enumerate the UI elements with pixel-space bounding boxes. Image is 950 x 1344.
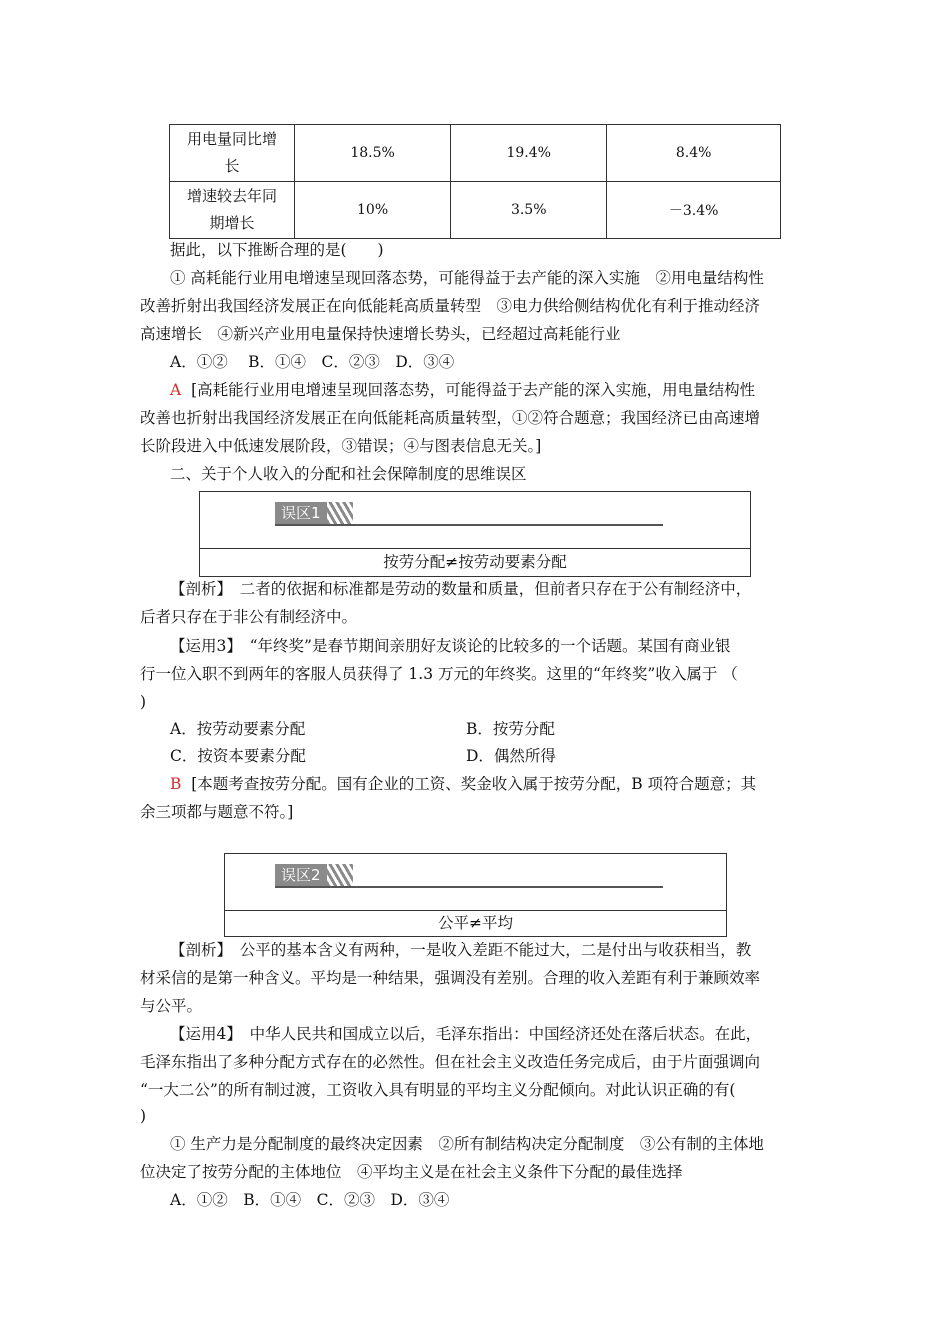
table-row — [170, 125, 781, 182]
misconception-statement: 公平≠平均 — [438, 914, 513, 932]
explanation-line: 改善也折射出我国经济发展正在向低能耗高质量转型，①②符合题意；我国经济已由高速增 — [140, 409, 761, 427]
misconception-box-1 — [199, 491, 751, 577]
analysis-line: 【剖析】 二者的依据和标准都是劳动的数量和质量，但前者只存在于公有制经济中， — [170, 580, 752, 598]
analysis-line: 材采信的是第一种含义。平均是一种结果，强调没有差别。合理的收入差距有利于兼顾效率 — [140, 969, 761, 987]
explanation-line: 余三项都与题意不符。] — [140, 803, 294, 821]
electricity-table — [169, 124, 781, 239]
zone-tag-2: 误区2 — [275, 864, 353, 886]
application-line: ) — [140, 1107, 147, 1125]
section-title: 二、关于个人收入的分配和社会保障制度的思维误区 — [170, 465, 527, 483]
statement-line: 改善折射出我国经济发展正在向低能耗高质量转型 ③电力供给侧结构优化有利于推动经济 — [140, 297, 761, 315]
analysis-line: 【剖析】 公平的基本含义有两种，一是收入差距不能过大，二是付出与收获相当，教 — [170, 941, 752, 959]
stripe-decoration — [327, 502, 353, 524]
table-cell: 19.4% — [451, 125, 607, 182]
table-cell: 18.5% — [295, 125, 451, 182]
answer-letter: A — [170, 381, 182, 399]
question-stem: 据此，以下推断合理的是( ) — [170, 241, 384, 259]
option-b: B．按劳分配 — [466, 720, 555, 738]
application-line: “一大二公”的所有制过渡，工资收入具有明显的平均主义分配倾向。对此认识正确的有( — [140, 1081, 736, 1099]
row-label: 用电量同比增 长 — [170, 125, 295, 182]
explanation-line: A [高耗能行业用电增速呈现回落态势，可能得益于去产能的深入实施，用电量结构性 — [170, 381, 756, 399]
table-row — [170, 182, 781, 239]
explanation-line: B [本题考查按劳分配。国有企业的工资、奖金收入属于按劳分配，B 项符合题意；其 — [170, 775, 757, 793]
statement-line: ① 生产力是分配制度的最终决定因素 ②所有制结构决定分配制度 ③公有制的主体地 — [170, 1135, 764, 1153]
option-c: C．按资本要素分配 — [170, 747, 306, 765]
row-label: 增速较去年同 期增长 — [170, 182, 295, 239]
answer-letter: B — [170, 775, 182, 793]
misconception-box-2 — [224, 853, 727, 937]
statement-line: 位决定了按劳分配的主体地位 ④平均主义是在社会主义条件下分配的最佳选择 — [140, 1163, 683, 1181]
analysis-line: 与公平。 — [140, 997, 203, 1015]
application-line: 【运用3】 “年终奖”是春节期间亲朋好友谈论的比较多的一个话题。某国有商业银 — [170, 637, 731, 655]
application-line: 行一位入职不到两年的客服人员获得了 1.3 万元的年终奖。这里的“年终奖”收入属于 （ — [140, 665, 738, 683]
option-a: A．按劳动要素分配 — [170, 720, 306, 738]
application-line: ) — [140, 693, 147, 711]
table-cell: 3.5% — [451, 182, 607, 239]
stripe-decoration — [327, 864, 353, 886]
misconception-statement: 按劳分配≠按劳动要素分配 — [383, 553, 567, 571]
statement-line: ① 高耗能行业用电增速呈现回落态势，可能得益于去产能的深入实施 ②用电量结构性 — [170, 269, 764, 287]
application-line: 毛泽东指出了多种分配方式存在的必然性。但在社会主义改造任务完成后，由于片面强调向 — [140, 1053, 761, 1071]
option-d: D．偶然所得 — [466, 747, 556, 765]
statement-line: 高速增长 ④新兴产业用电量保持快速增长势头，已经超过高耗能行业 — [140, 325, 621, 343]
zone-tag-1: 误区1 — [275, 502, 353, 524]
options-line: A．①② B．①④ C．②③ D．③④ — [170, 1191, 450, 1209]
options-line: A．①② B．①④ C．②③ D．③④ — [170, 353, 455, 371]
table-cell: 8.4% — [607, 125, 781, 182]
application-line: 【运用4】 中华人民共和国成立以后，毛泽东指出：中国经济还处在落后状态。在此， — [170, 1025, 762, 1043]
analysis-line: 后者只存在于非公有制经济中。 — [140, 608, 358, 626]
table-cell: 10% — [295, 182, 451, 239]
table-cell: －3.4% — [607, 182, 781, 239]
explanation-line: 长阶段进入中低速发展阶段，③错误；④与图表信息无关。] — [140, 437, 542, 455]
